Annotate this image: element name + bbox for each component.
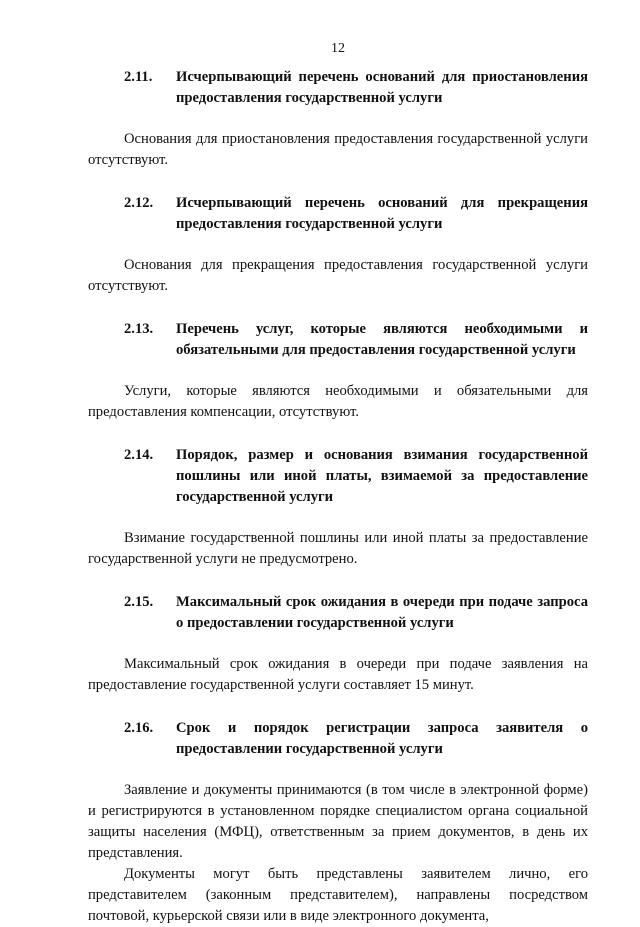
section-title: Максимальный срок ожидания в очереди при подаче запроса о предоставлении государственной услуги bbox=[176, 594, 588, 631]
section-paragraph: Основания для прекращения предоставления государственной услуги отсутствуют. bbox=[88, 257, 588, 294]
section-title: Исчерпывающий перечень оснований для приостановления предоставления государственной услуги bbox=[176, 69, 588, 106]
section-heading bbox=[88, 592, 588, 634]
section-paragraph: Услуги, которые являются необходимыми и обязательными для предоставления компенсации, отсутствуют. bbox=[88, 383, 588, 420]
section-2-16 bbox=[88, 718, 588, 927]
section-title: Порядок, размер и основания взимания государственной пошлины или иной платы, взимаемой за предоставление государственной услуги bbox=[176, 447, 588, 505]
section-number: 2.11. bbox=[124, 69, 153, 85]
section-2-13 bbox=[88, 319, 588, 423]
section-number: 2.15. bbox=[124, 594, 154, 610]
section-2-15 bbox=[88, 592, 588, 696]
section-2-12 bbox=[88, 193, 588, 297]
section-2-14 bbox=[88, 445, 588, 570]
section-paragraph: Заявление и документы принимаются (в том числе в электронной форме) и регистрируются в установленном порядке специалистом органа социальной защиты населения (МФЦ), ответственным за прием документов, в день их представления. bbox=[88, 782, 588, 861]
section-number: 2.16. bbox=[124, 720, 154, 736]
section-number: 2.14. bbox=[124, 447, 154, 463]
section-heading bbox=[88, 445, 588, 508]
section-paragraph: Максимальный срок ожидания в очереди при подаче заявления на предоставление государственной услуги составляет 15 минут. bbox=[88, 656, 588, 693]
section-paragraph: Взимание государственной пошлины или иной платы за предоставление государственной услуги не предусмотрено. bbox=[88, 530, 588, 567]
section-heading bbox=[88, 718, 588, 760]
section-title: Перечень услуг, которые являются необходимыми и обязательными для предоставления государственной услуги bbox=[176, 321, 588, 358]
section-number: 2.13. bbox=[124, 321, 154, 337]
section-number: 2.12. bbox=[124, 195, 154, 211]
section-title: Исчерпывающий перечень оснований для прекращения предоставления государственной услуги bbox=[176, 195, 588, 232]
section-heading bbox=[88, 67, 588, 109]
section-title: Срок и порядок регистрации запроса заявителя о предоставлении государственной услуги bbox=[176, 720, 588, 757]
section-2-11 bbox=[88, 67, 588, 171]
section-heading bbox=[88, 193, 588, 235]
section-heading bbox=[88, 319, 588, 361]
page-number: 12 bbox=[331, 41, 345, 56]
section-paragraph: Основания для приостановления предоставления государственной услуги отсутствуют. bbox=[88, 131, 588, 168]
section-paragraph: Документы могут быть представлены заявителем лично, его представителем (законным представителем), направлены посредством почтовой, курьерской связи или в виде электронного документа, bbox=[88, 866, 588, 924]
